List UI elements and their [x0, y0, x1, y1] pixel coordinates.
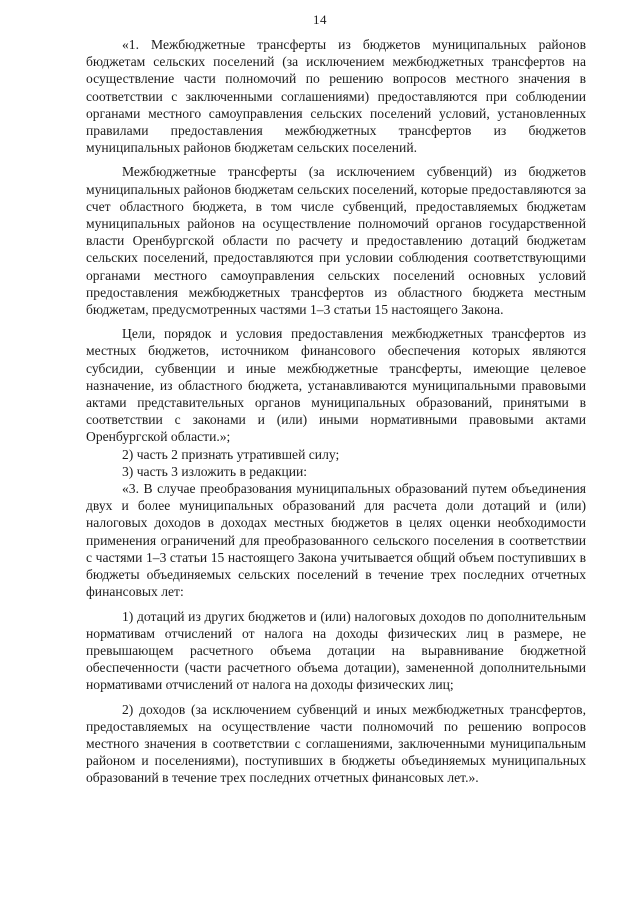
page-number: 14	[313, 12, 327, 27]
paragraph-6: «3. В случае преобразования муниципальных образований путем объединения двух и более муниципальных образований для расчета доли дотаций и (или) налоговых доходов в доходах местных бюджетов в целях оценки необходимости применения ограничений для преобразованного сельского поселения в соответствии с частями 1–3 статьи 15 настоящего Закона учитывается общий объем поступивших в бюджеты объединяемых сельских поселений в течение трех последних отчетных финансовых лет:	[86, 481, 586, 600]
document-body	[86, 36, 586, 787]
paragraph-4: 2) часть 2 признать утратившей силу;	[122, 446, 340, 462]
paragraph-5: 3) часть 3 изложить в редакции:	[122, 463, 308, 479]
paragraph-7: 1) дотаций из других бюджетов и (или) налоговых доходов по дополнительным нормативам отчислений от налога на доходы физических лиц в размере, не превышающем расчетного объема дотации на выравнивание бюджетной обеспеченности (части расчетного объема дотации), замененной дополнительными нормативами отчислений от налога на доходы физических лиц;	[86, 608, 586, 693]
paragraph-3: Цели, порядок и условия предоставления межбюджетных трансфертов из местных бюджетов, источником финансового обеспечения которых являются субсидии, субвенции и иные межбюджетные трансферты, имеющие целевое назначение, из областного бюджета, устанавливаются муниципальными правовыми актами представительных органов муниципальных образований, принятыми в соответствии с законами и (или) иными нормативными правовыми актами Оренбургской области.»;	[86, 326, 586, 445]
paragraph-1: «1. Межбюджетные трансферты из бюджетов муниципальных районов бюджетам сельских поселений (за исключением межбюджетных трансфертов на осуществление части полномочий по решению вопросов местного значения в соответствии с заключенными соглашениями) предоставляются при соблюдении органами местного самоуправления сельских поселений условий, установленных правилами предоставления межбюджетных трансфертов из бюджетов муниципальных районов бюджетам сельских поселений.	[86, 37, 586, 156]
paragraph-8: 2) доходов (за исключением субвенций и иных межбюджетных трансфертов, предоставляемых на осуществление части полномочий по решению вопросов местного значения в соответствии с соглашениями, заключенными муниципальным районом и поселениями), поступивших в бюджеты объединяемых муниципальных образований в течение трех последних отчетных финансовых лет.».	[86, 701, 586, 786]
paragraph-2: Межбюджетные трансферты (за исключением субвенций) из бюджетов муниципальных районов бюджетам сельских поселений, которые предоставляются за счет областного бюджета, в том числе субвенций, предоставляемых бюджетам муниципальных районов на осуществление полномочий органов государственной власти Оренбургской области по расчету и предоставлению дотаций бюджетам сельских поселений, предоставляются при условии соблюдения соответствующими органами местного самоуправления сельских поселений основных условий предоставления межбюджетных трансфертов из областного бюджета местным бюджетам, предусмотренных частями 1–3 статьи 15 настоящего Закона.	[86, 164, 586, 318]
